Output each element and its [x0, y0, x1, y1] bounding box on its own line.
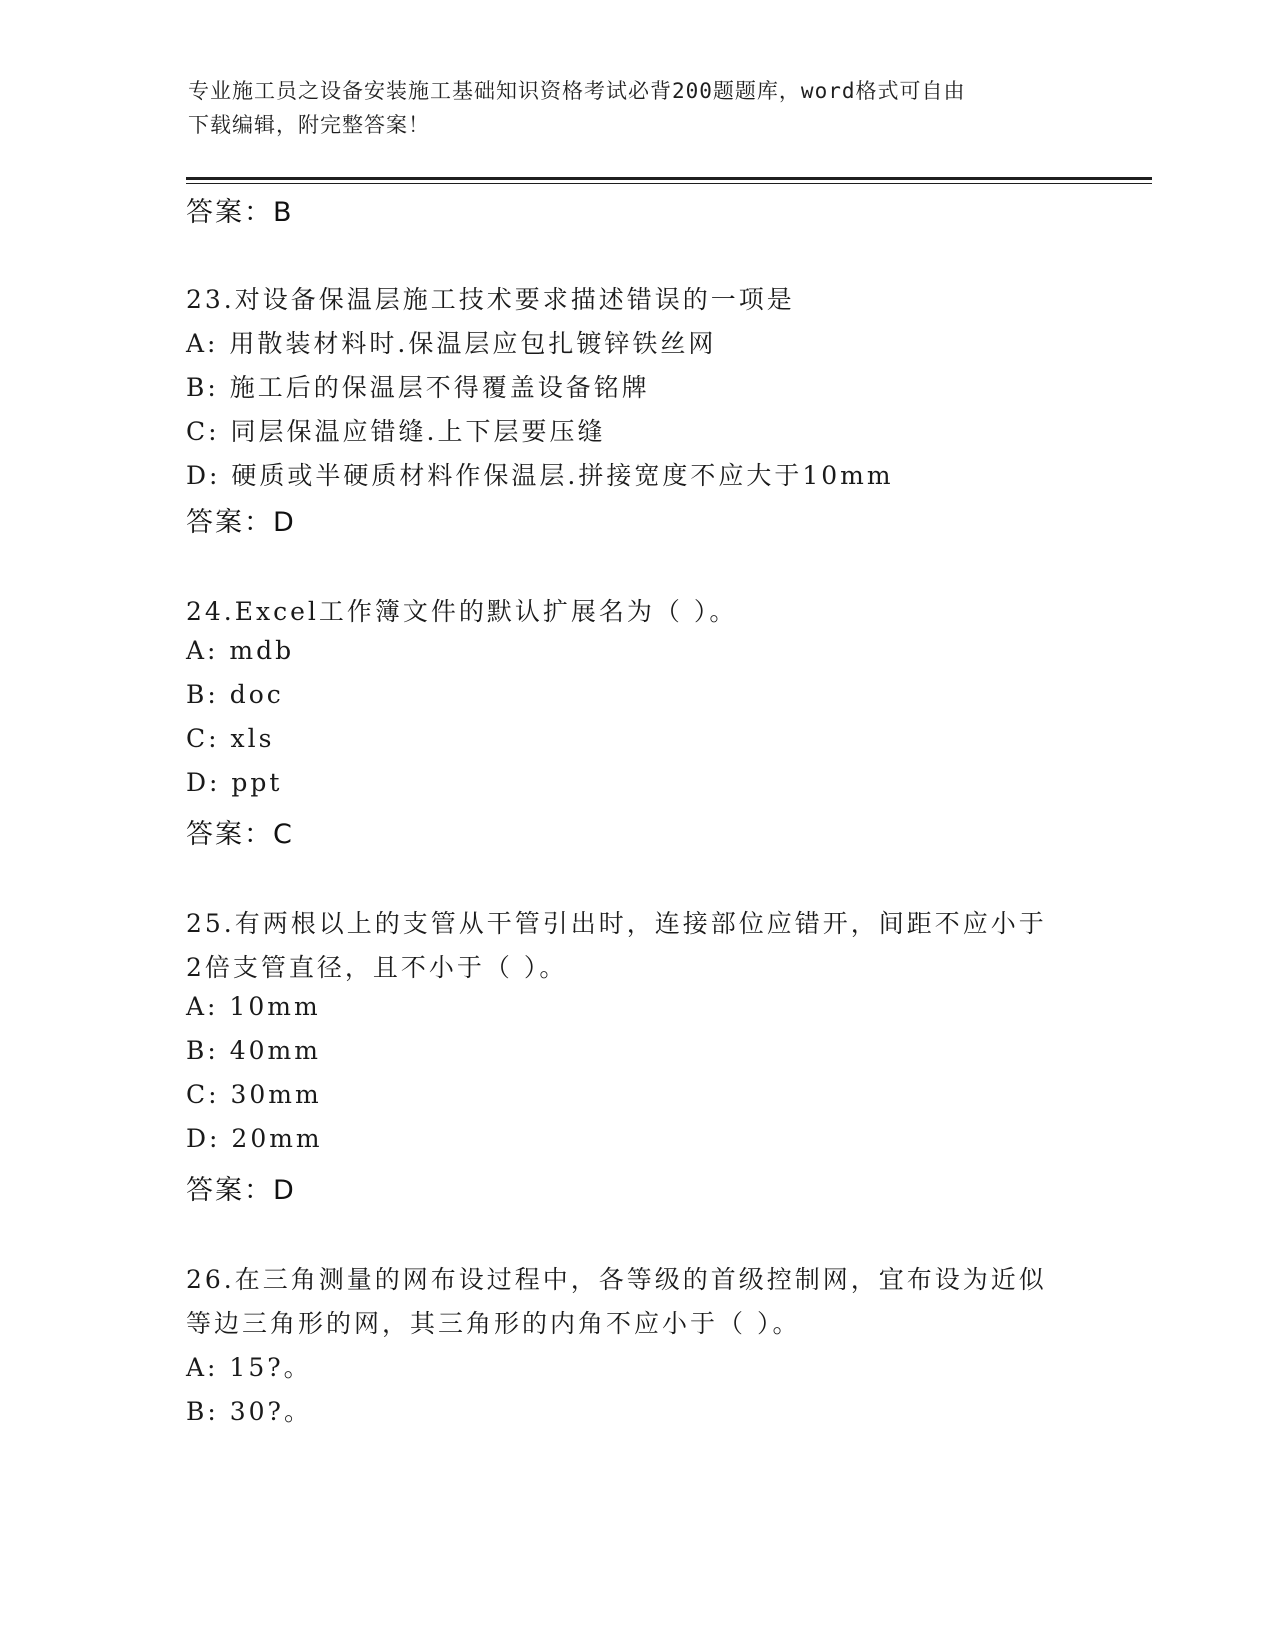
- question-25-text-line-2: 2倍支管直径，且不小于（ ）。: [186, 953, 568, 982]
- question-23-option-b: B: 施工后的保温层不得覆盖设备铭牌: [186, 373, 650, 402]
- question-25-option-a: A: 10mm: [186, 992, 321, 1021]
- header-line-1: 专业施工员之设备安装施工基础知识资格考试必背200题题库，word格式可自由: [188, 79, 966, 103]
- answer-23: 答案：D: [186, 507, 296, 538]
- answer-24: 答案：C: [186, 819, 294, 850]
- question-26-option-a: A: 15?。: [186, 1353, 312, 1382]
- question-25-option-b: B: 40mm: [186, 1036, 321, 1065]
- answer-22: 答案：B: [186, 197, 294, 228]
- question-23-text: 23.对设备保温层施工技术要求描述错误的一项是: [186, 285, 795, 314]
- question-25-option-d: D: 20mm: [186, 1124, 323, 1153]
- page-header: [188, 74, 1068, 142]
- header-line-2: 下载编辑，附完整答案！: [188, 113, 430, 137]
- header-divider-thin: [186, 183, 1152, 184]
- header-divider-thick: [186, 177, 1152, 180]
- question-24-option-a: A: mdb: [186, 636, 295, 665]
- question-23-option-a: A: 用散装材料时.保温层应包扎镀锌铁丝网: [186, 329, 717, 358]
- question-26-text-line-1: 26.在三角测量的网布设过程中，各等级的首级控制网，宜布设为近似: [186, 1265, 1047, 1294]
- question-24-option-c: C: xls: [186, 724, 275, 753]
- question-24-text: 24.Excel工作簿文件的默认扩展名为（ ）。: [186, 597, 738, 626]
- question-26-text-line-2: 等边三角形的网，其三角形的内角不应小于（ ）。: [186, 1309, 801, 1338]
- question-25-text-line-1: 25.有两根以上的支管从干管引出时，连接部位应错开，间距不应小于: [186, 909, 1047, 938]
- answer-25: 答案：D: [186, 1175, 296, 1206]
- question-24-option-b: B: doc: [186, 680, 284, 709]
- question-24-option-d: D: ppt: [186, 768, 283, 797]
- question-23-option-c: C: 同层保温应错缝.上下层要压缝: [186, 417, 606, 446]
- question-23-option-d: D: 硬质或半硬质材料作保温层.拼接宽度不应大于10mm: [186, 461, 894, 490]
- question-25-option-c: C: 30mm: [186, 1080, 322, 1109]
- question-26-option-b: B: 30?。: [186, 1397, 312, 1426]
